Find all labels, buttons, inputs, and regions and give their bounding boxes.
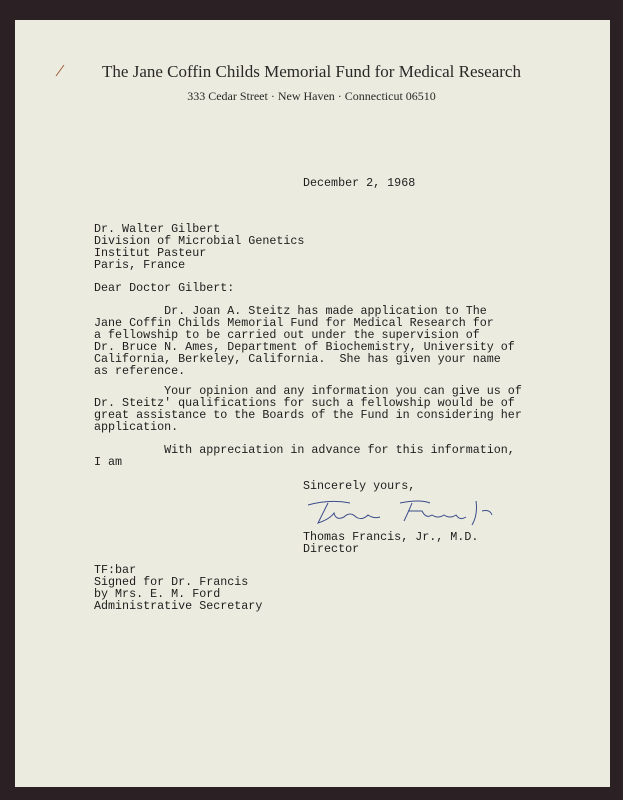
text-line: Dr. Joan A. Steitz has made application to The [94, 304, 487, 318]
recipient-line: Division of Microbial Genetics [94, 234, 305, 248]
text-line: a fellowship to be carried out under the supervision of [94, 328, 480, 342]
paragraph-1 [94, 305, 515, 377]
letterhead-address: 333 Cedar Street · New Haven · Connecticut 06510 [187, 89, 436, 103]
closing: Sincerely yours, [303, 479, 416, 493]
text-line: Your opinion and any information you can give us of [94, 384, 522, 398]
recipient-address [94, 223, 304, 271]
text-line: application. [94, 420, 179, 434]
paragraph-3 [94, 444, 515, 468]
footer-line: Administrative Secretary [94, 599, 263, 613]
signer-name: Thomas Francis, Jr., M.D. [303, 530, 479, 544]
salutation: Dear Doctor Gilbert: [94, 281, 235, 295]
text-line: as reference. [94, 364, 186, 378]
text-line: great assistance to the Boards of the Fund in considering her [94, 408, 522, 422]
text-line: With appreciation in advance for this information, [94, 443, 515, 457]
text-line: Dr. Bruce N. Ames, Department of Biochemistry, University of [94, 340, 515, 354]
signer-title: Director [303, 542, 360, 556]
paragraph-2 [94, 385, 522, 433]
letterhead-org: The Jane Coffin Childs Memorial Fund for Medical Research [102, 62, 521, 81]
footer-line: Signed for Dr. Francis [94, 575, 249, 589]
signature-block [303, 531, 478, 555]
handwritten-signature [300, 497, 500, 527]
letter-date: December 2, 1968 [303, 176, 416, 190]
text-line: Dr. Steitz' qualifications for such a fellowship would be of [94, 396, 515, 410]
recipient-line: Institut Pasteur [94, 246, 207, 260]
recipient-line: Dr. Walter Gilbert [94, 222, 221, 236]
recipient-line: Paris, France [94, 258, 186, 272]
text-line: I am [94, 455, 123, 469]
footer-line: by Mrs. E. M. Ford [94, 587, 221, 601]
footer-notes [94, 564, 262, 612]
text-line: California, Berkeley, California. She has given your name [94, 352, 501, 366]
text-line: Jane Coffin Childs Memorial Fund for Medical Research for [94, 316, 494, 330]
footer-line: TF:bar [94, 563, 137, 577]
